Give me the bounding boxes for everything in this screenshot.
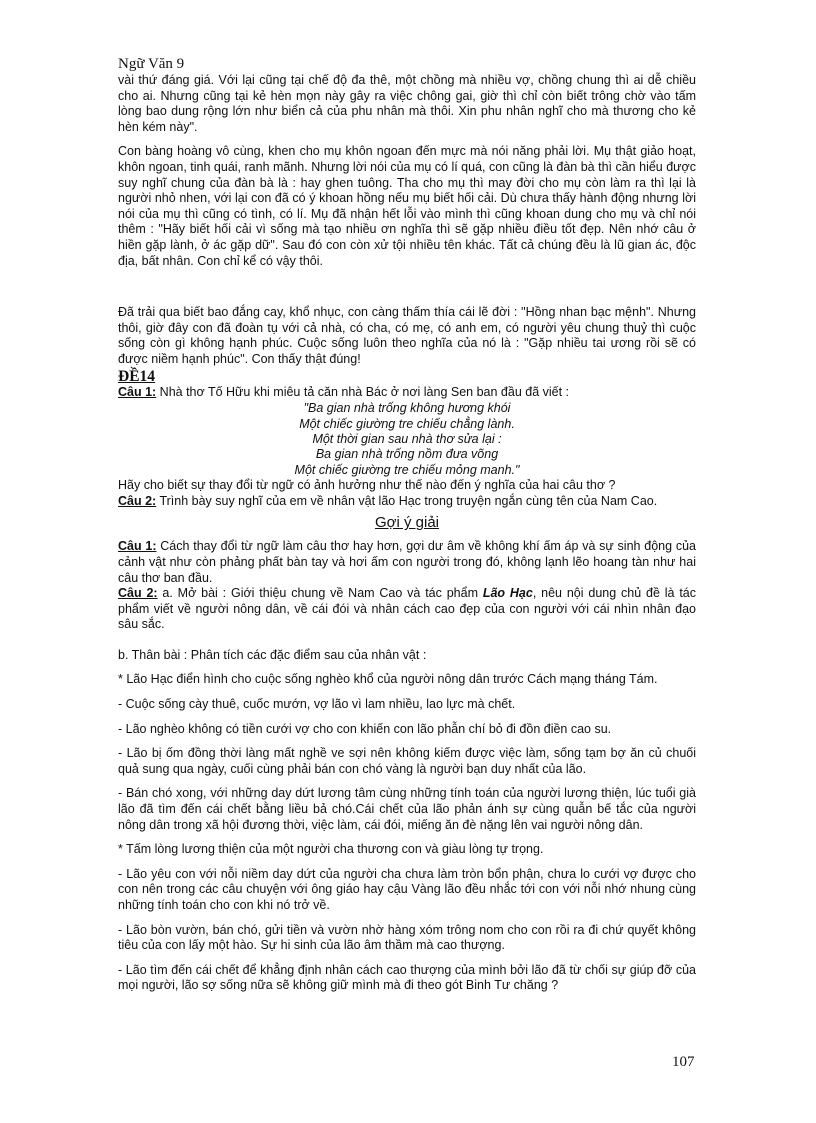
body-paragraph: * Tấm lòng lương thiện của một người cha thương con và giàu lòng tự trọng. [118,842,544,857]
document-page [118,56,696,994]
answer-2 [118,586,696,633]
body-paragraph: - Lão bòn vườn, bán chó, gửi tiền và vườn nhờ hàng xóm trông nom cho con rồi ra đi chứ quyết không tiêu của con lấy một hào. Sự hi sinh của lão âm thầm mà cao thượng. [118,922,696,953]
poem-line: Một chiếc giường tre chiếu chẳng lành. [299,416,515,431]
intro-paragraph-3: Đã trải qua biết bao đắng cay, khổ nhục, con càng thấm thía cái lẽ đời : "Hồng nhan bạc mệnh". Nhưng thôi, giờ đây con đã đoàn tụ với cả nhà, có cha, có mẹ, có anh em, có người yêu chung thuỷ thì cuộc sống còn gì không hạnh phúc. Cuộc sống luôn theo nghĩa của nó là : "Gặp nhiều tai ương rồi sẽ có được niềm hạnh phúc". Con thấy thật đúng! [118,305,696,366]
question-1-text: Nhà thơ Tố Hữu khi miêu tả căn nhà Bác ở nơi làng Sen ban đầu đã viết : [156,384,570,399]
page-number: 107 [672,1054,695,1070]
body-paragraph: - Lão nghèo không có tiền cưới vợ cho con khiến con lão phẫn chí bỏ đi đồn điền cao su. [118,721,612,736]
answer-2-label: Câu 2: [118,586,158,601]
question-1 [118,385,696,401]
answer-1-text: Cách thay đổi từ ngữ làm câu thơ hay hơn, gợi dư âm về không khí ấm áp và sự sinh động của cảnh vật như còn phảng phất bàn tay và hơi ấm con người trong đó, không lạnh lẽo hoang tàn như hai câu thơ ban đầu. [118,539,696,585]
exam-title: ĐỀ14 [118,367,156,385]
answer-1-label: Câu 1: [118,539,157,554]
body-paragraph: - Lão yêu con với nỗi niềm day dứt của người cha chưa làm tròn bổn phận, chưa lo cưới vợ được cho con nên trong các câu chuyện với ông giáo hay cậu Vàng lão đều nhắc tới con với nỗi nhớ nhung cùng những tính toán cho con khi nó trở về. [118,866,696,912]
page-header: Ngữ Văn 9 [118,56,185,72]
body-paragraph: * Lão Hạc điển hình cho cuộc sống nghèo khổ của người nông dân trước Cách mạng tháng Tám. [118,672,658,687]
question-2-text: Trình bày suy nghĩ của em về nhân vật lão Hạc trong truyện ngắn cùng tên của Nam Cao. [156,493,658,508]
answer-2-intro: a. Mở bài : Giới thiệu chung về Nam Cao và tác phẩm [157,586,483,601]
body-paragraph: - Lão tìm đến cái chết để khẳng định nhân cách cao thượng của mình bởi lão đã từ chối sự giúp đỡ của mọi người, lão sợ sống nữa sẽ không giữ mình mà đi theo gót Binh Tư chăng ? [118,962,696,993]
poem-line: Ba gian nhà trống nồm đưa võng [315,447,499,462]
answer-2-work-title: Lão Hạc [482,586,533,601]
poem-line: Một chiếc giường tre chiếu mỏng manh." [294,462,520,477]
body-paragraph: b. Thân bài : Phân tích các đặc điểm sau của nhân vật : [118,647,427,662]
question-2-label: Câu 2: [118,493,157,508]
answer-2-rest: , nêu nội dung chủ đề là tác phẩm viết về người nông dân, về cái đói và nhân cách cao đẹp của con người với cái nhìn nhân đạo sâu sắc. [118,586,697,632]
intro-paragraph-2: Con bàng hoàng vô cùng, khen cho mụ khôn ngoan đến mực mà nói năng phải lời. Mụ thật giảo hoạt, khôn ngoan, tinh quái, ranh mãnh. Nhưng lời nói của mụ có lí quá, con cũng là đàn bà thì cần hiểu được suy nghĩ chung của đàn bà là : hay ghen tuông. Tha cho mụ thì may đời cho mụ còn làm ra thì lại là người nhỏ nhen, với lại con đã có ý khoan hồng nếu mụ biết hối cải. Dù chưa thấy hành động nhưng lời nói của mụ thì cũng có tình, có lí. Mụ đã nhận hết lỗi vào mình thì cũng khoan dung cho mụ và chỉ nói thêm : "Hãy biết hối cải vì sống mà tạo nhiều ơn nghĩa thì sẽ gặp nhiều điều tốt đẹp. Nên nhớ câu ở hiền gặp lành, ở ác gặp dữ". Sau đó con còn xử tội nhiều tên khác. Tất cả chúng đều là lũ gian ác, độc địa, bất nhân. Con chỉ kể có vậy thôi. [118,144,696,268]
question-1-followup: Hãy cho biết sự thay đổi từ ngữ có ảnh hưởng như thế nào đến ý nghĩa của hai câu thơ ? [118,478,616,493]
poem-line: "Ba gian nhà trống không hương khói [303,401,511,416]
question-1-label: Câu 1: [118,384,157,399]
intro-paragraph-1: vài thứ đáng giá. Với lại cũng tại chế độ đa thê, một chồng mà nhiều vợ, chồng chung thì ai dễ chiều cho ai. Nhưng cũng tại kẻ hèn mọn này gây ra việc chông gai, giờ thì chỉ còn biết trông chờ vào tấm lòng bao dung rộng lớn như biển cả của phu nhân mà thôi. Xin phu nhân nghĩ cho mà thương cho kẻ hèn kém này". [118,73,696,134]
poem [118,401,696,478]
poem-line: Một thời gian sau nhà thơ sửa lại : [312,431,502,446]
hint-title: Gợi ý giải [374,514,440,532]
hint-heading [118,513,696,533]
answer-1 [118,539,696,586]
question-2 [118,494,696,510]
body-paragraph: - Lão bị ốm đồng thời làng mất nghề ve sợi nên không kiếm được việc làm, sống tạm bợ ăn củ chuối quả sung qua ngày, cuối cùng phải bán con chó vàng là người bạn duy nhất của lão. [118,746,696,776]
body-paragraph: - Bán chó xong, với những day dứt lương tâm cùng những tính toán của người lương thiện, lúc tuổi già lão đã tìm đến cái chết bằng liều bả chó.Cái chết của lão phản ánh sự cùng quẫn bế tắc của người nông dân trong xã hội đương thời, việc làm, cái đói, miếng ăn đè nặng lên vai người nông dân. [118,786,696,832]
body-paragraph: - Cuộc sống cày thuê, cuốc mướn, vợ lão vì lam nhiều, lao lực mà chết. [118,697,516,712]
